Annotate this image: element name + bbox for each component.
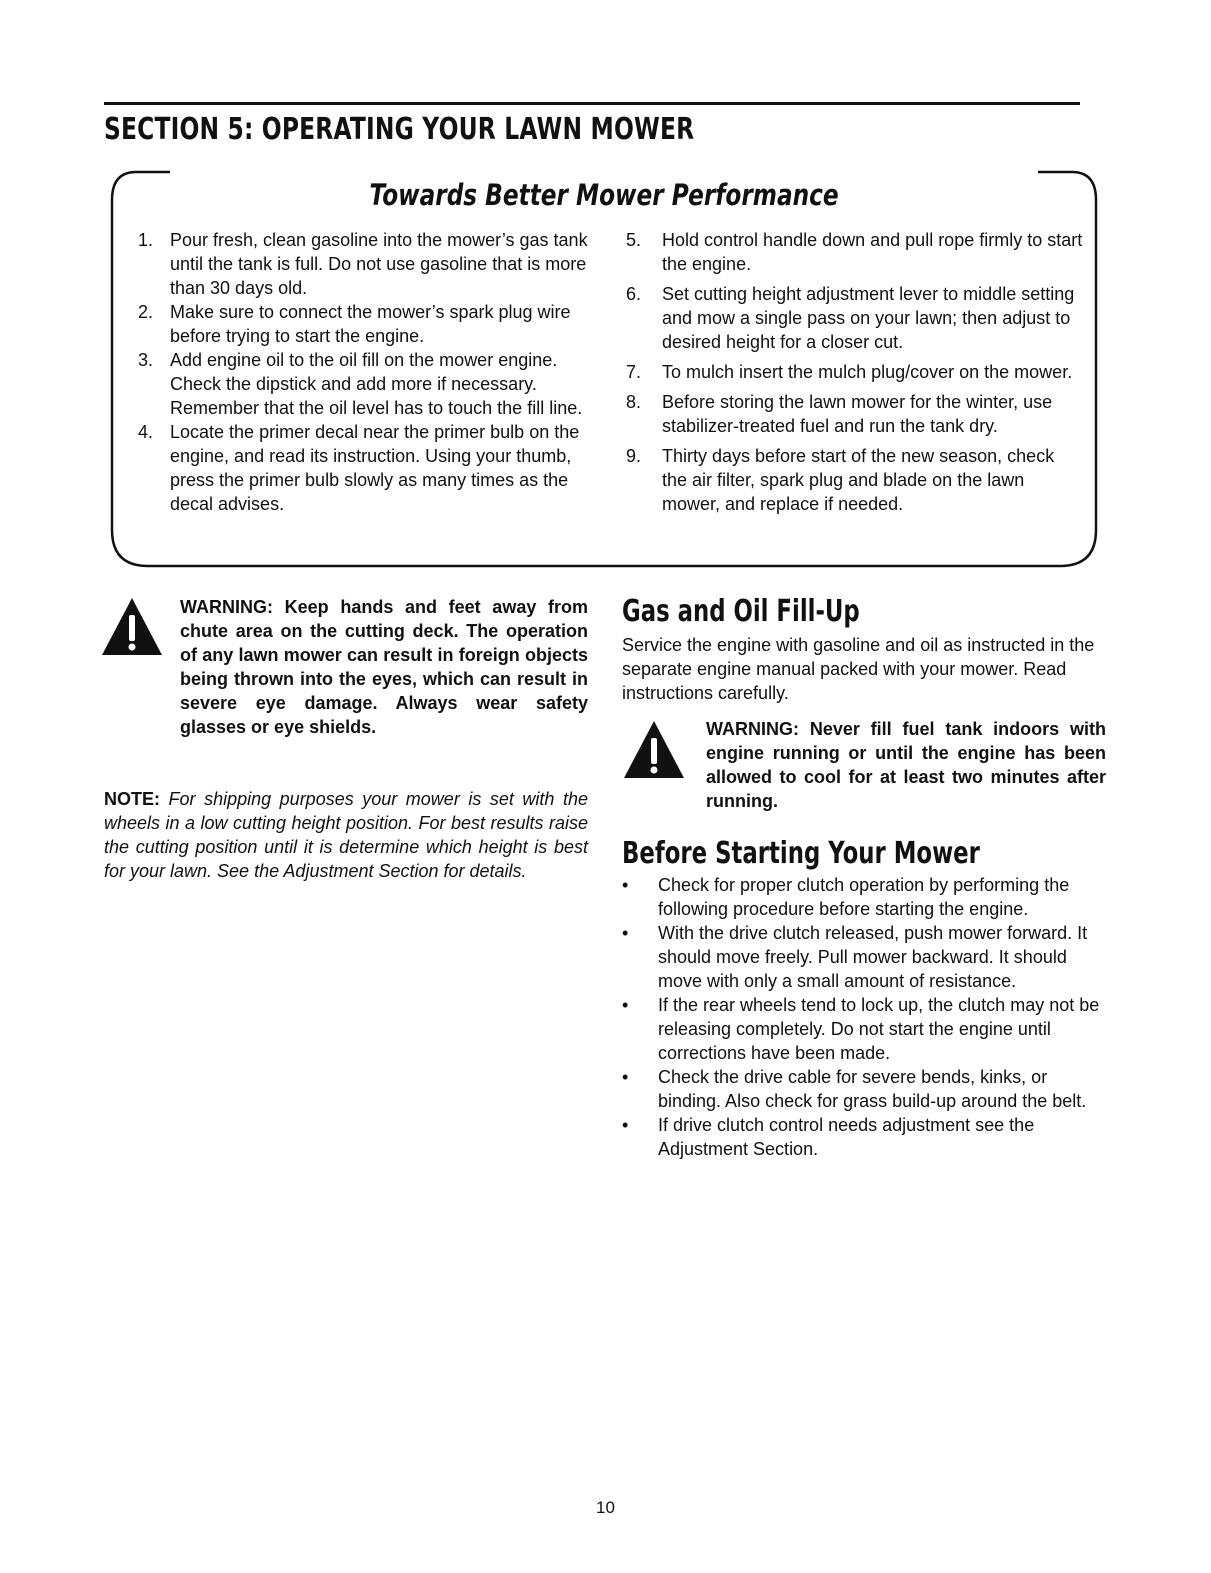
bullet-icon: • <box>622 995 629 1015</box>
warning-chute-text: WARNING: Keep hands and feet away from chute area on the cutting deck. The operation of any lawn mower can result in foreign objects being thrown into the eyes, which can result in severe eye damage. Always wear safety glasses or eye shields. <box>180 597 588 737</box>
before-starting-heading: Before Starting Your Mower <box>622 836 980 871</box>
performance-box <box>110 170 1098 568</box>
bullet-text: If drive clutch control needs adjustment see the Adjustment Section. <box>658 1115 1035 1159</box>
section-title: SECTION 5: OPERATING YOUR LAWN MOWER <box>104 112 695 147</box>
list-item <box>604 360 1084 384</box>
step-text: To mulch insert the mulch plug/cover on the mower. <box>662 362 1073 382</box>
step-text: Pour fresh, clean gasoline into the mower’s gas tank until the tank is full. Do not use gasoline that is more than 30 days old. <box>170 230 588 298</box>
bullet-icon: • <box>622 1115 629 1135</box>
list-item <box>622 921 1106 993</box>
list-item <box>110 300 610 348</box>
step-text: Hold control handle down and pull rope firmly to start the engine. <box>662 230 1083 274</box>
note-text: For shipping purposes your mower is set with the wheels in a low cutting height position. For best results raise the cutting position until it is determine which height is best for your lawn. See the Adjustment Section for details. <box>104 789 588 881</box>
step-number: 5. <box>626 230 642 250</box>
step-text: Set cutting height adjustment lever to middle setting and mow a single pass on your lawn; then adjust to desired height for a closer cut. <box>662 284 1075 352</box>
bullet-icon: • <box>622 1067 629 1087</box>
step-number: 9. <box>626 446 642 466</box>
bullet-text: If the rear wheels tend to lock up, the clutch may not be releasing completely. Do not start the engine until corrections have been made. <box>658 995 1100 1063</box>
list-item <box>604 390 1084 438</box>
list-item <box>604 444 1084 516</box>
list-item <box>622 1113 1106 1161</box>
page-number: 10 <box>596 1498 615 1517</box>
step-text: Locate the primer decal near the primer bulb on the engine, and read its instruction. Using your thumb, press the primer bulb slowly as many times as the decal advises. <box>170 422 580 514</box>
warning-triangle-icon <box>622 718 686 782</box>
list-item <box>622 873 1106 921</box>
step-number: 1. <box>138 230 154 250</box>
step-number: 7. <box>626 362 642 382</box>
bullet-text: Check for proper clutch operation by performing the following procedure before starting the engine. <box>658 875 1070 919</box>
list-item <box>110 420 610 516</box>
list-item <box>110 348 610 420</box>
note <box>104 787 588 883</box>
list-item <box>604 282 1084 354</box>
before-starting-list <box>622 873 1106 1161</box>
gas-oil-heading: Gas and Oil Fill-Up <box>622 594 860 629</box>
warning-triangle-icon <box>100 595 164 659</box>
list-item <box>604 228 1084 276</box>
step-number: 6. <box>626 284 642 304</box>
bullet-text: With the drive clutch released, push mower forward. It should move freely. Pull mower backward. It should move with only a small amount of resistance. <box>658 923 1088 991</box>
bullet-text: Check the drive cable for severe bends, kinks, or binding. Also check for grass build-up around the belt. <box>658 1067 1087 1111</box>
list-item <box>622 993 1106 1065</box>
bullet-icon: • <box>622 923 629 943</box>
step-number: 3. <box>138 350 154 370</box>
list-item <box>110 228 610 300</box>
top-rule <box>104 102 1080 105</box>
warning-fuel-text: WARNING: Never fill fuel tank indoors with engine running or until the engine has been allowed to cool for at least two minutes after running. <box>706 719 1106 811</box>
steps-left-list <box>110 228 610 516</box>
list-item <box>622 1065 1106 1113</box>
step-number: 8. <box>626 392 642 412</box>
step-number: 2. <box>138 302 154 322</box>
step-number: 4. <box>138 422 154 442</box>
step-text: Before storing the lawn mower for the winter, use stabilizer-treated fuel and run the tank dry. <box>662 392 1053 436</box>
bullet-icon: • <box>622 875 629 895</box>
gas-oil-text: Service the engine with gasoline and oil as instructed in the separate engine manual packed with your mower. Read instructions carefully. <box>622 635 1095 703</box>
step-text: Thirty days before start of the new season, check the air filter, spark plug and blade on the lawn mower, and replace if needed. <box>662 446 1055 514</box>
step-text: Add engine oil to the oil fill on the mower engine. Check the dipstick and add more if necessary. Remember that the oil level has to touch the fill line. <box>170 350 583 418</box>
performance-title: Towards Better Mower Performance <box>369 178 839 212</box>
note-label: NOTE: <box>104 789 160 809</box>
step-text: Make sure to connect the mower’s spark plug wire before trying to start the engine. <box>170 302 571 346</box>
steps-right-list <box>604 228 1084 522</box>
